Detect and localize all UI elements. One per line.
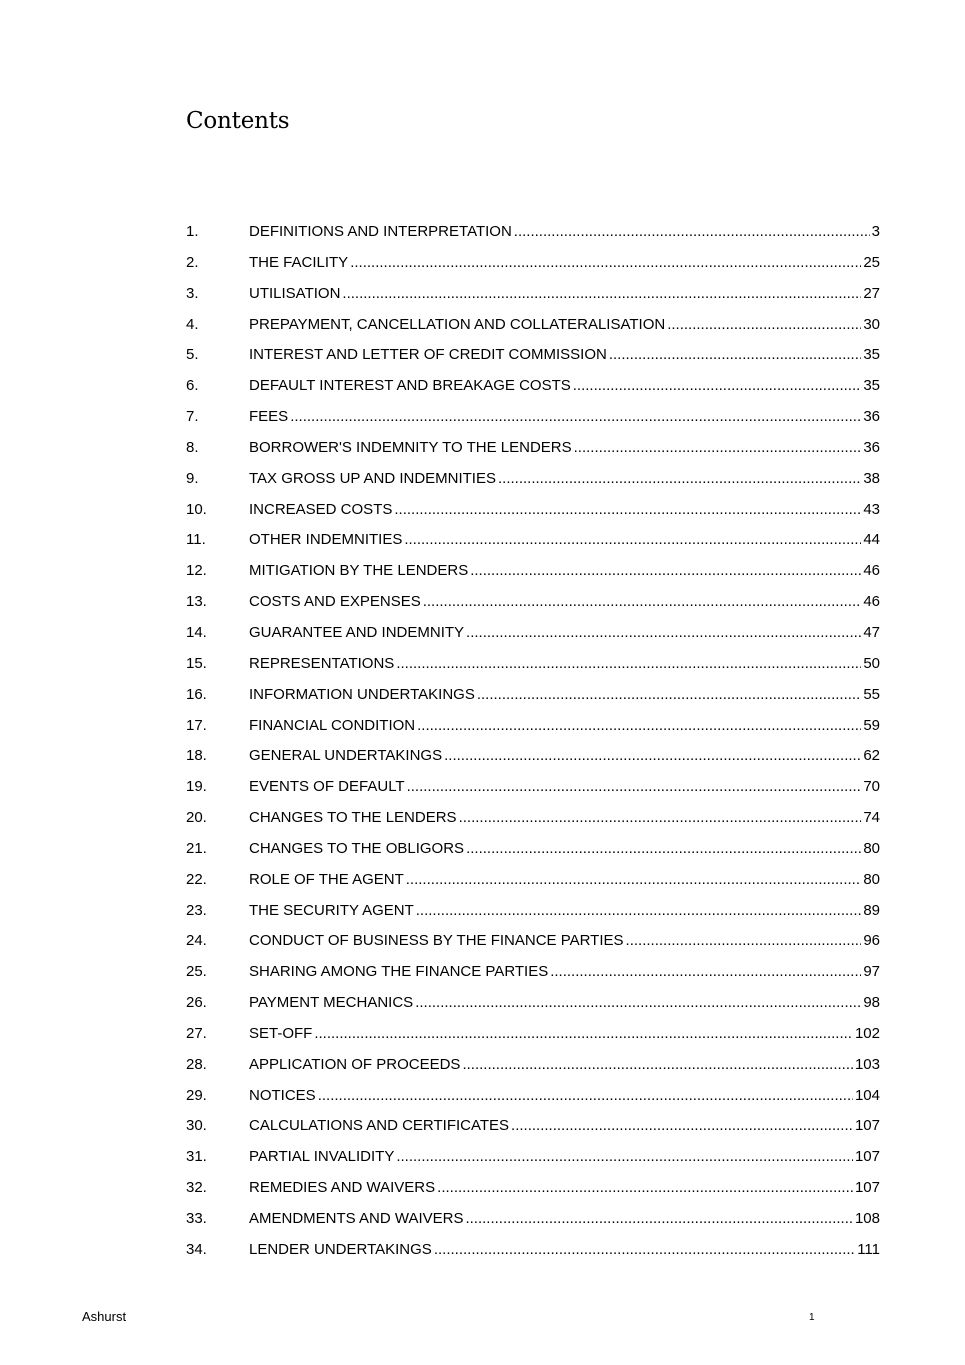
toc-dot-leader bbox=[394, 498, 861, 522]
toc-entry-label[interactable]: UTILISATION bbox=[249, 284, 341, 302]
toc-dot-leader bbox=[466, 621, 861, 645]
toc-entry-number: 9. bbox=[186, 469, 199, 487]
toc-dot-leader bbox=[465, 1207, 853, 1231]
table-of-contents bbox=[186, 220, 880, 1269]
toc-entry-page: 47 bbox=[863, 623, 880, 641]
toc-entry-label[interactable]: SHARING AMONG THE FINANCE PARTIES bbox=[249, 963, 549, 981]
toc-entry-number: 29. bbox=[186, 1086, 207, 1104]
toc-entry-number: 3. bbox=[186, 284, 199, 302]
toc-entry-page: 103 bbox=[854, 1055, 880, 1073]
toc-entry-label[interactable]: THE SECURITY AGENT bbox=[249, 901, 414, 919]
toc-entry-page: 89 bbox=[863, 901, 880, 919]
toc-entry-number: 34. bbox=[186, 1240, 207, 1258]
toc-entry-page: 36 bbox=[863, 438, 880, 456]
toc-entry[interactable] bbox=[186, 775, 880, 806]
toc-entry-label[interactable]: CONDUCT OF BUSINESS BY THE FINANCE PARTIES bbox=[249, 932, 624, 950]
toc-entry[interactable] bbox=[186, 806, 880, 837]
toc-dot-leader bbox=[290, 405, 861, 429]
toc-dot-leader bbox=[459, 806, 862, 830]
toc-entry-label[interactable]: EVENTS OF DEFAULT bbox=[249, 778, 405, 796]
toc-entry-number: 26. bbox=[186, 994, 207, 1012]
toc-entry-label[interactable]: REPRESENTATIONS bbox=[249, 654, 395, 672]
toc-dot-leader bbox=[417, 714, 861, 738]
toc-dot-leader bbox=[609, 343, 861, 367]
toc-entry-page: 96 bbox=[863, 932, 880, 950]
toc-entry-label[interactable]: INCREASED COSTS bbox=[249, 500, 393, 518]
toc-entry-page: 107 bbox=[854, 1179, 880, 1197]
toc-entry[interactable] bbox=[186, 929, 880, 960]
toc-entry[interactable] bbox=[186, 1084, 880, 1115]
toc-dot-leader bbox=[407, 775, 862, 799]
toc-entry-label[interactable]: FEES bbox=[249, 408, 289, 426]
toc-entry[interactable] bbox=[186, 683, 880, 714]
toc-entry[interactable] bbox=[186, 282, 880, 313]
toc-entry-label[interactable]: CALCULATIONS AND CERTIFICATES bbox=[249, 1117, 510, 1135]
toc-entry[interactable] bbox=[186, 405, 880, 436]
toc-entry-label[interactable]: ROLE OF THE AGENT bbox=[249, 870, 404, 888]
toc-dot-leader bbox=[470, 559, 861, 583]
toc-entry-page: 74 bbox=[863, 809, 880, 827]
toc-entry-label[interactable]: COSTS AND EXPENSES bbox=[249, 593, 421, 611]
toc-entry-number: 8. bbox=[186, 438, 199, 456]
toc-entry[interactable] bbox=[186, 714, 880, 745]
toc-dot-leader bbox=[350, 251, 861, 275]
toc-entry-label[interactable]: CHANGES TO THE LENDERS bbox=[249, 809, 457, 827]
toc-entry[interactable] bbox=[186, 652, 880, 683]
toc-entry-label[interactable]: GUARANTEE AND INDEMNITY bbox=[249, 623, 465, 641]
toc-entry[interactable] bbox=[186, 868, 880, 899]
toc-entry-label[interactable]: MITIGATION BY THE LENDERS bbox=[249, 562, 469, 580]
toc-entry-label[interactable]: FINANCIAL CONDITION bbox=[249, 716, 416, 734]
toc-entry[interactable] bbox=[186, 899, 880, 930]
toc-dot-leader bbox=[342, 282, 861, 306]
toc-entry-number: 31. bbox=[186, 1148, 207, 1166]
toc-dot-leader bbox=[514, 220, 870, 244]
toc-entry[interactable] bbox=[186, 220, 880, 251]
toc-entry-page: 111 bbox=[857, 1240, 880, 1258]
toc-dot-leader bbox=[477, 683, 861, 707]
toc-entry-page: 107 bbox=[854, 1117, 880, 1135]
toc-entry-number: 18. bbox=[186, 747, 207, 765]
toc-entry-number: 28. bbox=[186, 1055, 207, 1073]
toc-entry-label[interactable]: SET-OFF bbox=[249, 1024, 313, 1042]
toc-entry-page: 80 bbox=[863, 870, 880, 888]
toc-entry-number: 7. bbox=[186, 408, 199, 426]
toc-dot-leader bbox=[466, 837, 861, 861]
toc-entry-page: 36 bbox=[863, 408, 880, 426]
toc-dot-leader bbox=[416, 899, 862, 923]
toc-entry[interactable] bbox=[186, 374, 880, 405]
toc-entry-label[interactable]: DEFINITIONS AND INTERPRETATION bbox=[249, 223, 512, 240]
toc-entry-label[interactable]: BORROWER'S INDEMNITY TO THE LENDERS bbox=[249, 438, 572, 456]
toc-entry-number: 24. bbox=[186, 932, 207, 950]
toc-entry-number: 5. bbox=[186, 346, 199, 364]
toc-entry-number: 4. bbox=[186, 315, 199, 333]
toc-entry[interactable] bbox=[186, 621, 880, 652]
toc-entry-number: 14. bbox=[186, 623, 207, 641]
footer-firm-name: Ashurst bbox=[82, 1309, 127, 1324]
toc-entry-page: 55 bbox=[863, 685, 880, 703]
toc-entry-number: 30. bbox=[186, 1117, 207, 1135]
toc-entry[interactable] bbox=[186, 1207, 880, 1238]
toc-entry-label[interactable]: PARTIAL INVALIDITY bbox=[249, 1148, 395, 1166]
toc-dot-leader bbox=[396, 652, 861, 676]
toc-entry-page: 46 bbox=[863, 562, 880, 580]
toc-entry-number: 19. bbox=[186, 778, 207, 796]
toc-entry[interactable] bbox=[186, 251, 880, 282]
toc-entry-number: 12. bbox=[186, 562, 207, 580]
toc-entry-page: 70 bbox=[863, 778, 880, 796]
toc-entry-page: 27 bbox=[863, 284, 880, 302]
toc-dot-leader bbox=[318, 1084, 853, 1108]
toc-dot-leader bbox=[550, 960, 861, 984]
toc-entry[interactable] bbox=[186, 528, 880, 559]
toc-entry[interactable] bbox=[186, 590, 880, 621]
toc-entry-page: 38 bbox=[863, 469, 880, 487]
toc-entry-number: 33. bbox=[186, 1210, 207, 1227]
toc-entry-number: 17. bbox=[186, 716, 207, 734]
toc-dot-leader bbox=[415, 991, 861, 1015]
toc-entry-page: 98 bbox=[863, 994, 880, 1012]
toc-entry[interactable] bbox=[186, 436, 880, 467]
toc-dot-leader bbox=[314, 1022, 853, 1046]
toc-entry-page: 50 bbox=[863, 654, 880, 672]
toc-entry-page: 35 bbox=[863, 346, 880, 364]
toc-entry-label[interactable]: OTHER INDEMNITIES bbox=[249, 531, 403, 549]
toc-entry[interactable] bbox=[186, 1053, 880, 1084]
toc-entry-page: 43 bbox=[863, 500, 880, 518]
toc-entry-number: 1. bbox=[186, 223, 199, 240]
toc-entry[interactable] bbox=[186, 498, 880, 529]
toc-entry-page: 30 bbox=[863, 315, 880, 333]
toc-entry-number: 10. bbox=[186, 500, 207, 518]
toc-entry-number: 27. bbox=[186, 1024, 207, 1042]
toc-entry-page: 46 bbox=[863, 593, 880, 611]
toc-dot-leader bbox=[423, 590, 862, 614]
toc-entry[interactable] bbox=[186, 1176, 880, 1207]
toc-entry[interactable] bbox=[186, 744, 880, 775]
toc-dot-leader bbox=[574, 436, 862, 460]
toc-entry-label[interactable]: INFORMATION UNDERTAKINGS bbox=[249, 685, 475, 703]
toc-dot-leader bbox=[444, 744, 861, 768]
toc-entry-page: 107 bbox=[854, 1148, 880, 1166]
toc-entry-page: 59 bbox=[863, 716, 880, 734]
page-title: Contents bbox=[186, 108, 290, 134]
toc-dot-leader bbox=[406, 868, 862, 892]
toc-entry-number: 13. bbox=[186, 593, 207, 611]
toc-entry-label[interactable]: LENDER UNDERTAKINGS bbox=[249, 1240, 432, 1258]
toc-entry-label[interactable]: DEFAULT INTEREST AND BREAKAGE COSTS bbox=[249, 377, 571, 395]
toc-entry-page: 102 bbox=[854, 1024, 880, 1042]
toc-entry-label[interactable]: APPLICATION OF PROCEEDS bbox=[249, 1055, 461, 1073]
toc-entry[interactable] bbox=[186, 1145, 880, 1176]
toc-entry-page: 108 bbox=[854, 1210, 880, 1227]
toc-entry-number: 6. bbox=[186, 377, 199, 395]
toc-entry-label[interactable]: NOTICES bbox=[249, 1086, 316, 1104]
toc-entry[interactable] bbox=[186, 313, 880, 344]
toc-entry-label[interactable]: CHANGES TO THE OBLIGORS bbox=[249, 839, 465, 857]
toc-entry-number: 11. bbox=[186, 531, 206, 549]
toc-entry-number: 22. bbox=[186, 870, 207, 888]
toc-entry-label[interactable]: REMEDIES AND WAIVERS bbox=[249, 1179, 436, 1197]
toc-entry[interactable] bbox=[186, 1238, 880, 1269]
toc-entry-page: 35 bbox=[863, 377, 880, 395]
toc-dot-leader bbox=[404, 528, 861, 552]
toc-entry-page: 3 bbox=[871, 223, 880, 240]
toc-entry-label[interactable]: AMENDMENTS AND WAIVERS bbox=[249, 1210, 464, 1227]
toc-entry-page: 80 bbox=[863, 839, 880, 857]
toc-entry-page: 104 bbox=[854, 1086, 880, 1104]
toc-entry-page: 25 bbox=[863, 253, 880, 271]
toc-entry-number: 20. bbox=[186, 809, 207, 827]
toc-entry-number: 32. bbox=[186, 1179, 207, 1197]
toc-entry-number: 23. bbox=[186, 901, 207, 919]
toc-entry-page: 62 bbox=[863, 747, 880, 765]
toc-entry[interactable] bbox=[186, 991, 880, 1022]
toc-dot-leader bbox=[573, 374, 862, 398]
toc-entry-number: 16. bbox=[186, 685, 207, 703]
toc-entry-label[interactable]: INTEREST AND LETTER OF CREDIT COMMISSION bbox=[249, 346, 607, 364]
toc-entry[interactable] bbox=[186, 559, 880, 590]
toc-entry-label[interactable]: PREPAYMENT, CANCELLATION AND COLLATERALISATION bbox=[249, 315, 666, 333]
toc-entry-number: 25. bbox=[186, 963, 207, 981]
toc-entry-label[interactable]: GENERAL UNDERTAKINGS bbox=[249, 747, 443, 765]
toc-entry[interactable] bbox=[186, 467, 880, 498]
toc-dot-leader bbox=[626, 929, 862, 953]
toc-dot-leader bbox=[462, 1053, 853, 1077]
toc-dot-leader bbox=[511, 1114, 853, 1138]
toc-entry-label[interactable]: THE FACILITY bbox=[249, 253, 349, 271]
toc-dot-leader bbox=[498, 467, 861, 491]
toc-dot-leader bbox=[667, 313, 861, 337]
toc-entry[interactable] bbox=[186, 1114, 880, 1145]
toc-entry-number: 2. bbox=[186, 253, 199, 271]
toc-entry-page: 44 bbox=[863, 531, 880, 549]
toc-entry-number: 15. bbox=[186, 654, 207, 672]
toc-entry[interactable] bbox=[186, 343, 880, 374]
toc-dot-leader bbox=[437, 1176, 853, 1200]
toc-entry-label[interactable]: TAX GROSS UP AND INDEMNITIES bbox=[249, 469, 496, 487]
toc-entry[interactable] bbox=[186, 960, 880, 991]
toc-dot-leader bbox=[434, 1238, 855, 1262]
toc-entry-number: 21. bbox=[186, 839, 207, 857]
toc-entry[interactable] bbox=[186, 837, 880, 868]
toc-entry-label[interactable]: PAYMENT MECHANICS bbox=[249, 994, 414, 1012]
toc-entry[interactable] bbox=[186, 1022, 880, 1053]
toc-entry-page: 97 bbox=[863, 963, 880, 981]
footer-page-number: 1 bbox=[809, 1312, 815, 1323]
toc-dot-leader bbox=[396, 1145, 853, 1169]
